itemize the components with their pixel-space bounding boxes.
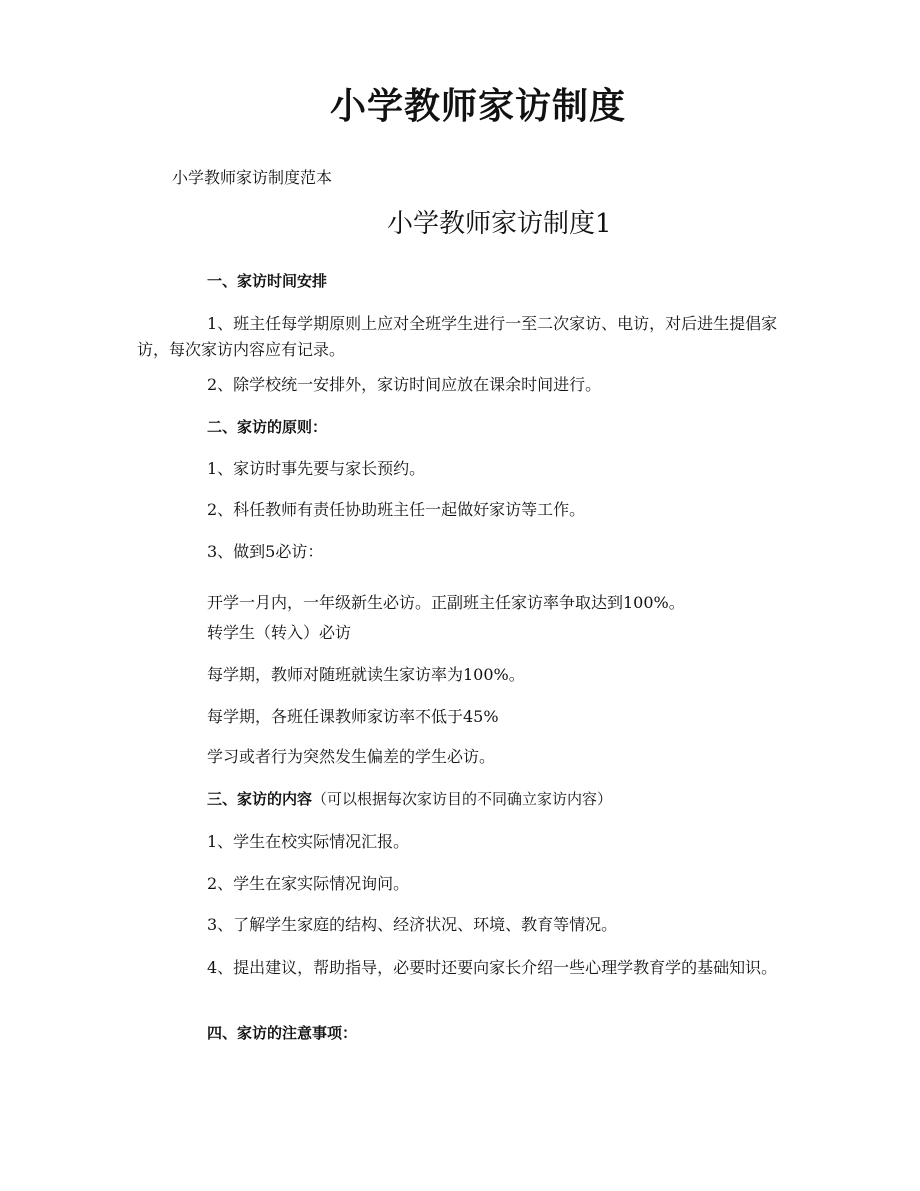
section-subtitle: 小学教师家访制度1 bbox=[387, 209, 612, 239]
paragraph: 转学生（转入）必访 bbox=[207, 623, 352, 642]
section-heading-note: （可以根据每次家访目的不同确立家访内容） bbox=[312, 790, 613, 808]
paragraph: 2、除学校统一安排外，家访时间应放在课余时间进行。 bbox=[207, 375, 602, 394]
page-title: 小学教师家访制度 bbox=[330, 85, 627, 127]
section-heading-1: 一、家访时间安排 bbox=[207, 272, 328, 290]
paragraph: 每学期，各班任课教师家访率不低于45% bbox=[207, 707, 499, 726]
section-heading-4: 四、家访的注意事项： bbox=[207, 1024, 358, 1042]
paragraph: 1、班主任每学期原则上应对全班学生进行一至二次家访、电访，对后进生提倡家访，每次家访内容应有记录。 bbox=[137, 314, 778, 359]
paragraph: 1、家访时事先要与家长预约。 bbox=[207, 459, 426, 478]
paragraph: 3、做到5必访： bbox=[207, 542, 324, 561]
paragraph: 2、学生在家实际情况询问。 bbox=[207, 874, 410, 893]
section-heading-text: 三、家访的内容 bbox=[207, 790, 313, 808]
paragraph: 1、学生在校实际情况汇报。 bbox=[207, 832, 410, 851]
paragraph: 2、科任教师有责任协助班主任一起做好家访等工作。 bbox=[207, 500, 586, 519]
paragraph: 开学一月内，一年级新生必访。正副班主任家访率争取达到100%。 bbox=[207, 593, 685, 612]
paragraph: 4、提出建议，帮助指导，必要时还要向家长介绍一些心理学教育学的基础知识。 bbox=[207, 958, 778, 977]
section-heading-2: 二、家访的原则： bbox=[207, 418, 328, 436]
document-intro: 小学教师家访制度范本 bbox=[172, 168, 333, 187]
paragraph: 3、了解学生家庭的结构、经济状况、环境、教育等情况。 bbox=[207, 915, 618, 934]
paragraph: 每学期，教师对随班就读生家访率为100%。 bbox=[207, 665, 525, 684]
section-heading-3 bbox=[207, 788, 612, 809]
paragraph: 学习或者行为突然发生偏差的学生必访。 bbox=[207, 747, 496, 766]
